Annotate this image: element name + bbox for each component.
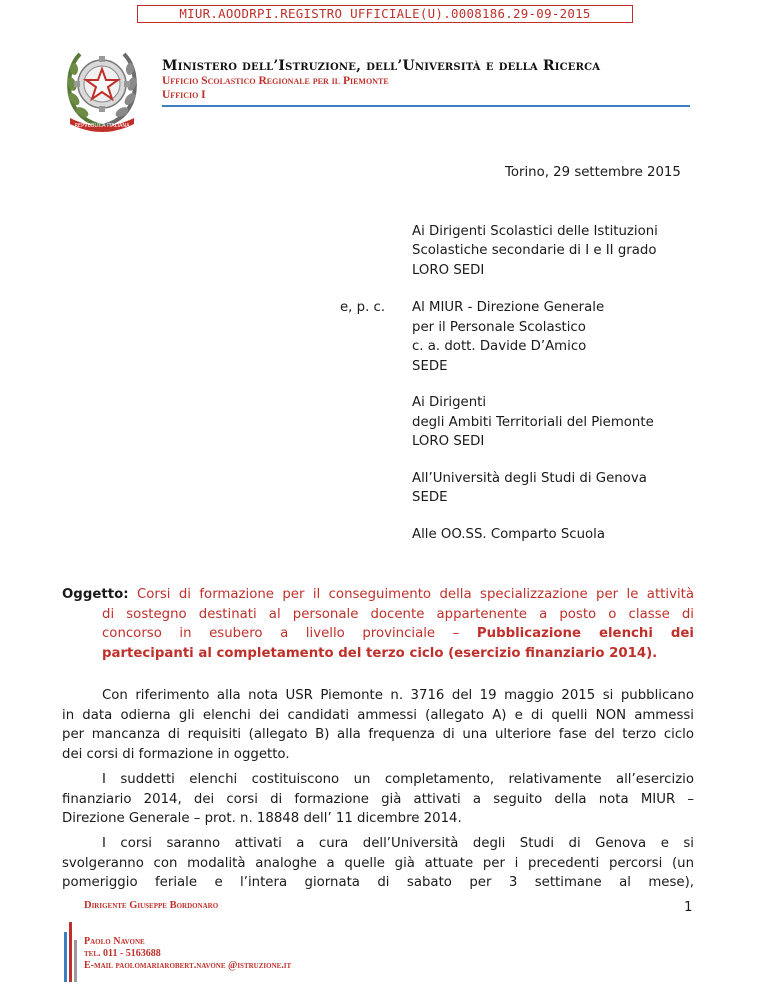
- paragraph-line: I suddetti elenchi costituiscono un completamento, relativamente all’esercizio: [102, 772, 694, 787]
- paragraph-line: svolgeranno con modalità analoghe a quelle già attuate per i precedenti percorsi (un: [62, 855, 694, 871]
- footer: [62, 900, 702, 990]
- date-line: Torino, 29 settembre 2015: [505, 165, 681, 180]
- subject-bold-text: partecipanti al completamento del terzo ciclo (esercizio finanziario 2014).: [102, 645, 658, 661]
- subject-text: di sostegno destinati al personale docente appartenente a posto o classe di: [102, 606, 694, 622]
- protocol-stamp: MIUR.AOODRPI.REGISTRO UFFICIALE(U).0008186.29-09-2015: [137, 5, 633, 23]
- recipient-line: Ai Dirigenti: [412, 395, 487, 410]
- subject-block: [62, 585, 694, 663]
- contact-name: Paolo Navone: [84, 936, 145, 947]
- page-number: 1: [684, 900, 693, 915]
- paragraph-line: pomeriggio feriale e l’intera giornata di sabato per 3 settimane al mese),: [62, 875, 694, 890]
- recipient-line: Al MIUR - Direzione Generale: [412, 300, 605, 315]
- recipient-line: Scolastiche secondarie di I e II grado: [412, 243, 657, 258]
- ministry-name: Ministero dell’Istruzione, dell’Università e della Ricerca: [162, 58, 601, 74]
- paragraph-line: Direzione Generale – prot. n. 18848 dell’ 11 dicembre 2014.: [62, 811, 462, 826]
- subject-text: Corsi di formazione per il conseguimento della specializzazione per le attività: [136, 587, 694, 602]
- italian-republic-emblem: [62, 44, 142, 132]
- body-paragraph: [62, 770, 694, 829]
- header-rule: [162, 105, 690, 107]
- recipient-line: degli Ambiti Territoriali del Piemonte: [412, 415, 654, 430]
- contact-phone: tel. 011 - 5163688: [84, 948, 161, 959]
- recipient-line: Ai Dirigenti Scolastici delle Istituzioni: [412, 224, 658, 239]
- subject-label: Oggetto:: [62, 587, 129, 602]
- paragraph-line: per mancanza di requisiti (allegato B) alla frequenza di una ulteriore fase del terzo ciclo: [62, 727, 694, 742]
- recipient-line: All’Università degli Studi di Genova: [412, 471, 647, 486]
- paragraph-line: in data odierna gli elenchi dei candidati ammessi (allegato A) e di quelli NON ammessi: [62, 707, 694, 723]
- recipient-line: Alle OO.SS. Comparto Scuola: [412, 527, 606, 542]
- recipient-line: LORO SEDI: [412, 434, 485, 449]
- body-paragraph: [62, 834, 694, 893]
- regional-office: Ufficio Scolastico Regionale per il Piemonte: [162, 75, 389, 87]
- contact-email: E-mail paolomariarobert.navone @istruzione.it: [84, 960, 292, 971]
- body-paragraph: [62, 686, 694, 764]
- subject-bold-text: Pubblicazione elenchi dei: [476, 626, 694, 641]
- emblem-ribbon-text: REPVBBLICA ITALIANA: [74, 123, 130, 129]
- paragraph-line: I corsi saranno attivati a cura dell’Università degli Studi di Genova e si: [102, 836, 694, 851]
- paragraph-line: dei corsi di formazione in oggetto.: [62, 746, 290, 762]
- subject-text: concorso in esubero a livello provinciale –: [102, 626, 477, 641]
- cc-prefix: e, p. c.: [340, 300, 386, 315]
- signer-name: Dirigente Giuseppe Bordonaro: [84, 900, 219, 911]
- recipient-line: SEDE: [412, 359, 448, 374]
- paragraph-line: finanziario 2014, dei corsi di formazione già attivati a seguito della nota MIUR –: [62, 791, 694, 807]
- recipient-line: SEDE: [412, 490, 448, 505]
- paragraph-line: Con riferimento alla nota USR Piemonte n. 3716 del 19 maggio 2015 si pubblicano: [102, 688, 694, 703]
- recipient-line: LORO SEDI: [412, 263, 485, 278]
- office-unit: Ufficio I: [162, 89, 206, 101]
- recipient-line: per il Personale Scolastico: [412, 320, 586, 335]
- recipient-line: c. a. dott. Davide D’Amico: [412, 339, 587, 354]
